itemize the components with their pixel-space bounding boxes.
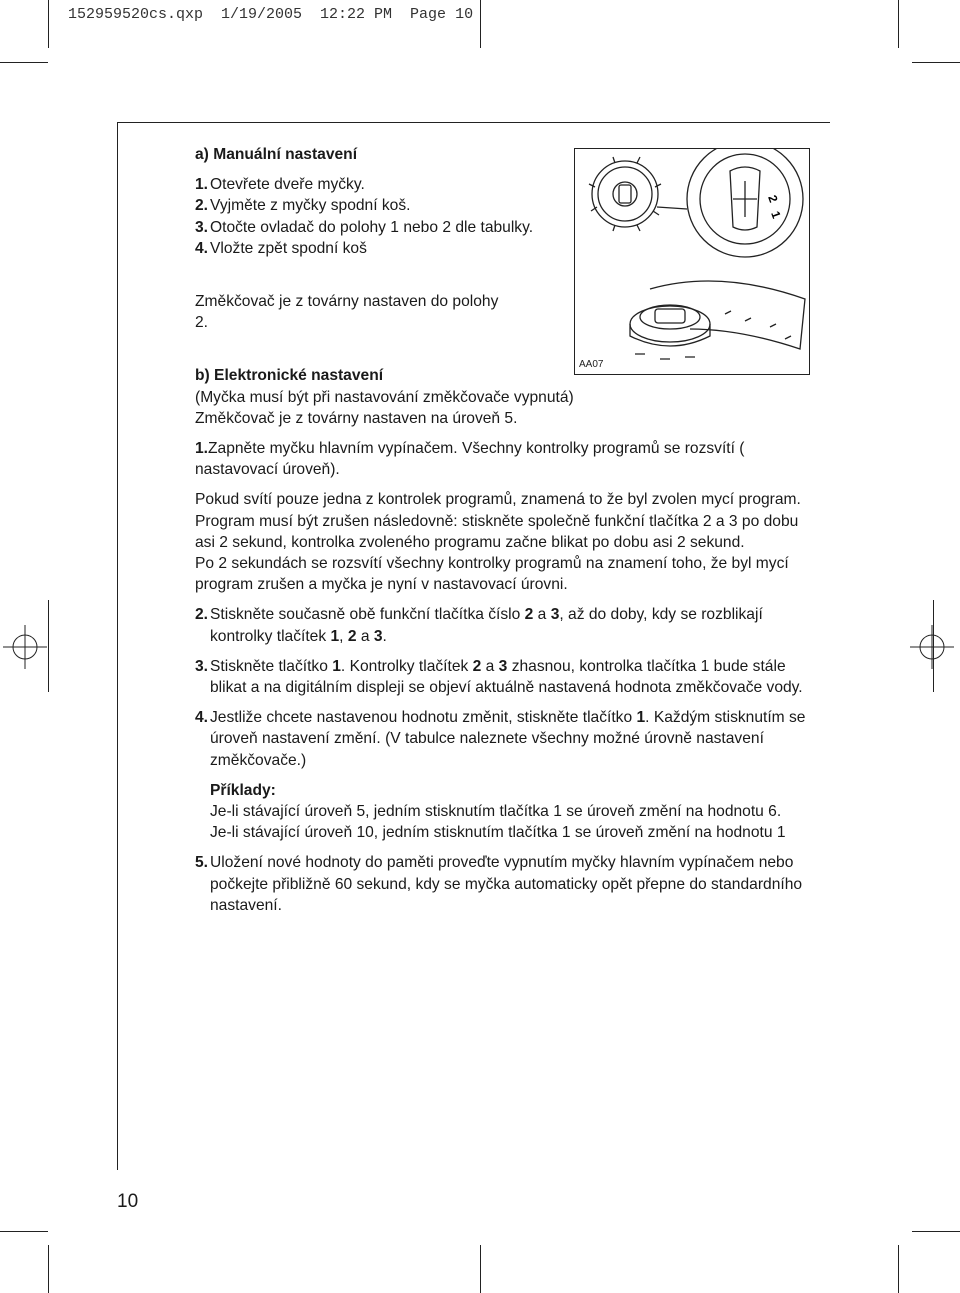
crop-mark <box>898 1245 899 1293</box>
cancel-program-paragraph: Pokud svítí pouze jedna z kontrolek programů, znamená to že byl zvolen mycí program. Program musí být zrušen následovně: stiskněte společně funkční tlačítka 2 a 3 po dobu asi 2 sekund, kontrolka zvoleného programu začne blikat po dobu asi 2 sekund. <box>195 491 801 551</box>
factory-setting-note: Změkčovač je z továrny nastaven do polohy 2. <box>195 293 499 332</box>
step-a1: 1. Otevřete dveře myčky. <box>195 176 365 194</box>
example-1: Je-li stávající úroveň 5, jedním stisknutím tlačítka 1 se úroveň změní na hodnotu 6. <box>210 803 782 821</box>
step-b5: 5. Uložení nové hodnoty do paměti proveďte vypnutím myčky hlavním vypínačem nebo počkejte přibližně 60 sekund, kdy se myčka automaticky opět přepne do standardního nastavení. <box>195 854 803 914</box>
crop-mark <box>48 0 49 48</box>
step-a2: 2. Vyjměte z myčky spodní koš. <box>195 197 411 215</box>
print-slug: 152959520cs.qxp 1/19/2005 12:22 PM Page 10 <box>68 6 474 23</box>
crop-mark <box>898 0 899 48</box>
setting-level-paragraph: Po 2 sekundách se rozsvítí všechny kontrolky programů na znamení toho, že byl mycí program zrušen a myčka je nyní v nastavovací úrovni. <box>195 555 789 594</box>
section-a-title: a) Manuální nastavení <box>195 146 358 163</box>
dial-label: 2 <box>765 193 781 205</box>
page-frame-top <box>117 122 830 123</box>
crop-mark <box>48 600 49 692</box>
examples-title: Příklady: <box>210 781 276 799</box>
registration-mark-icon <box>910 625 954 669</box>
step-b4: 4. Jestliže chcete nastavenou hodnotu změnit, stiskněte tlačítko 1. Každým stisknutím se úroveň nastavení změní. (V tabulce naleznete všechny možné úrovně nastavení změkčovače.) <box>195 709 806 769</box>
crop-mark <box>0 1231 48 1232</box>
factory-level-note: Změkčovač je z továrny nastaven na úroveň 5. <box>195 409 518 427</box>
crop-mark <box>912 62 960 63</box>
registration-mark-icon <box>3 625 47 669</box>
step-a4: 4. Vložte zpět spodní koš <box>195 239 367 257</box>
crop-mark <box>48 1245 49 1293</box>
step-b1: 1.Zapněte myčku hlavním vypínačem. Všechny kontrolky programů se rozsvítí ( nastavovací úroveň). <box>195 440 745 479</box>
page-number: 10 <box>117 1191 139 1212</box>
figure-code: AA07 <box>579 359 604 370</box>
crop-mark <box>480 0 481 48</box>
example-2: Je-li stávající úroveň 10, jedním stisknutím tlačítka 1 se úroveň změní na hodnotu 1 <box>210 824 786 842</box>
instructions-text <box>195 144 815 916</box>
dial-label: 1 <box>768 209 784 221</box>
section-b-subtitle: (Myčka musí být při nastavování změkčovače vypnutá) <box>195 388 574 406</box>
step-b2: 2. Stiskněte současně obě funkční tlačítka číslo 2 a 3, až do doby, kdy se rozblikají kontrolky tlačítek 1, 2 a 3. <box>195 606 763 645</box>
step-b3: 3. Stiskněte tlačítko 1. Kontrolky tlačítek 2 a 3 zhasnou, kontrolka tlačítka 1 bude stále blikat a na digitálním displeji se objeví aktuálně nastavená hodnota změkčovače vody. <box>195 657 803 697</box>
crop-mark <box>480 1245 481 1293</box>
crop-mark <box>912 1231 960 1232</box>
page-frame-left <box>117 122 118 1170</box>
step-a3: 3. Otočte ovladač do polohy 1 nebo 2 dle tabulky. <box>195 218 534 236</box>
crop-mark <box>0 62 48 63</box>
section-b-title: b) Elektronické nastavení <box>195 367 384 385</box>
